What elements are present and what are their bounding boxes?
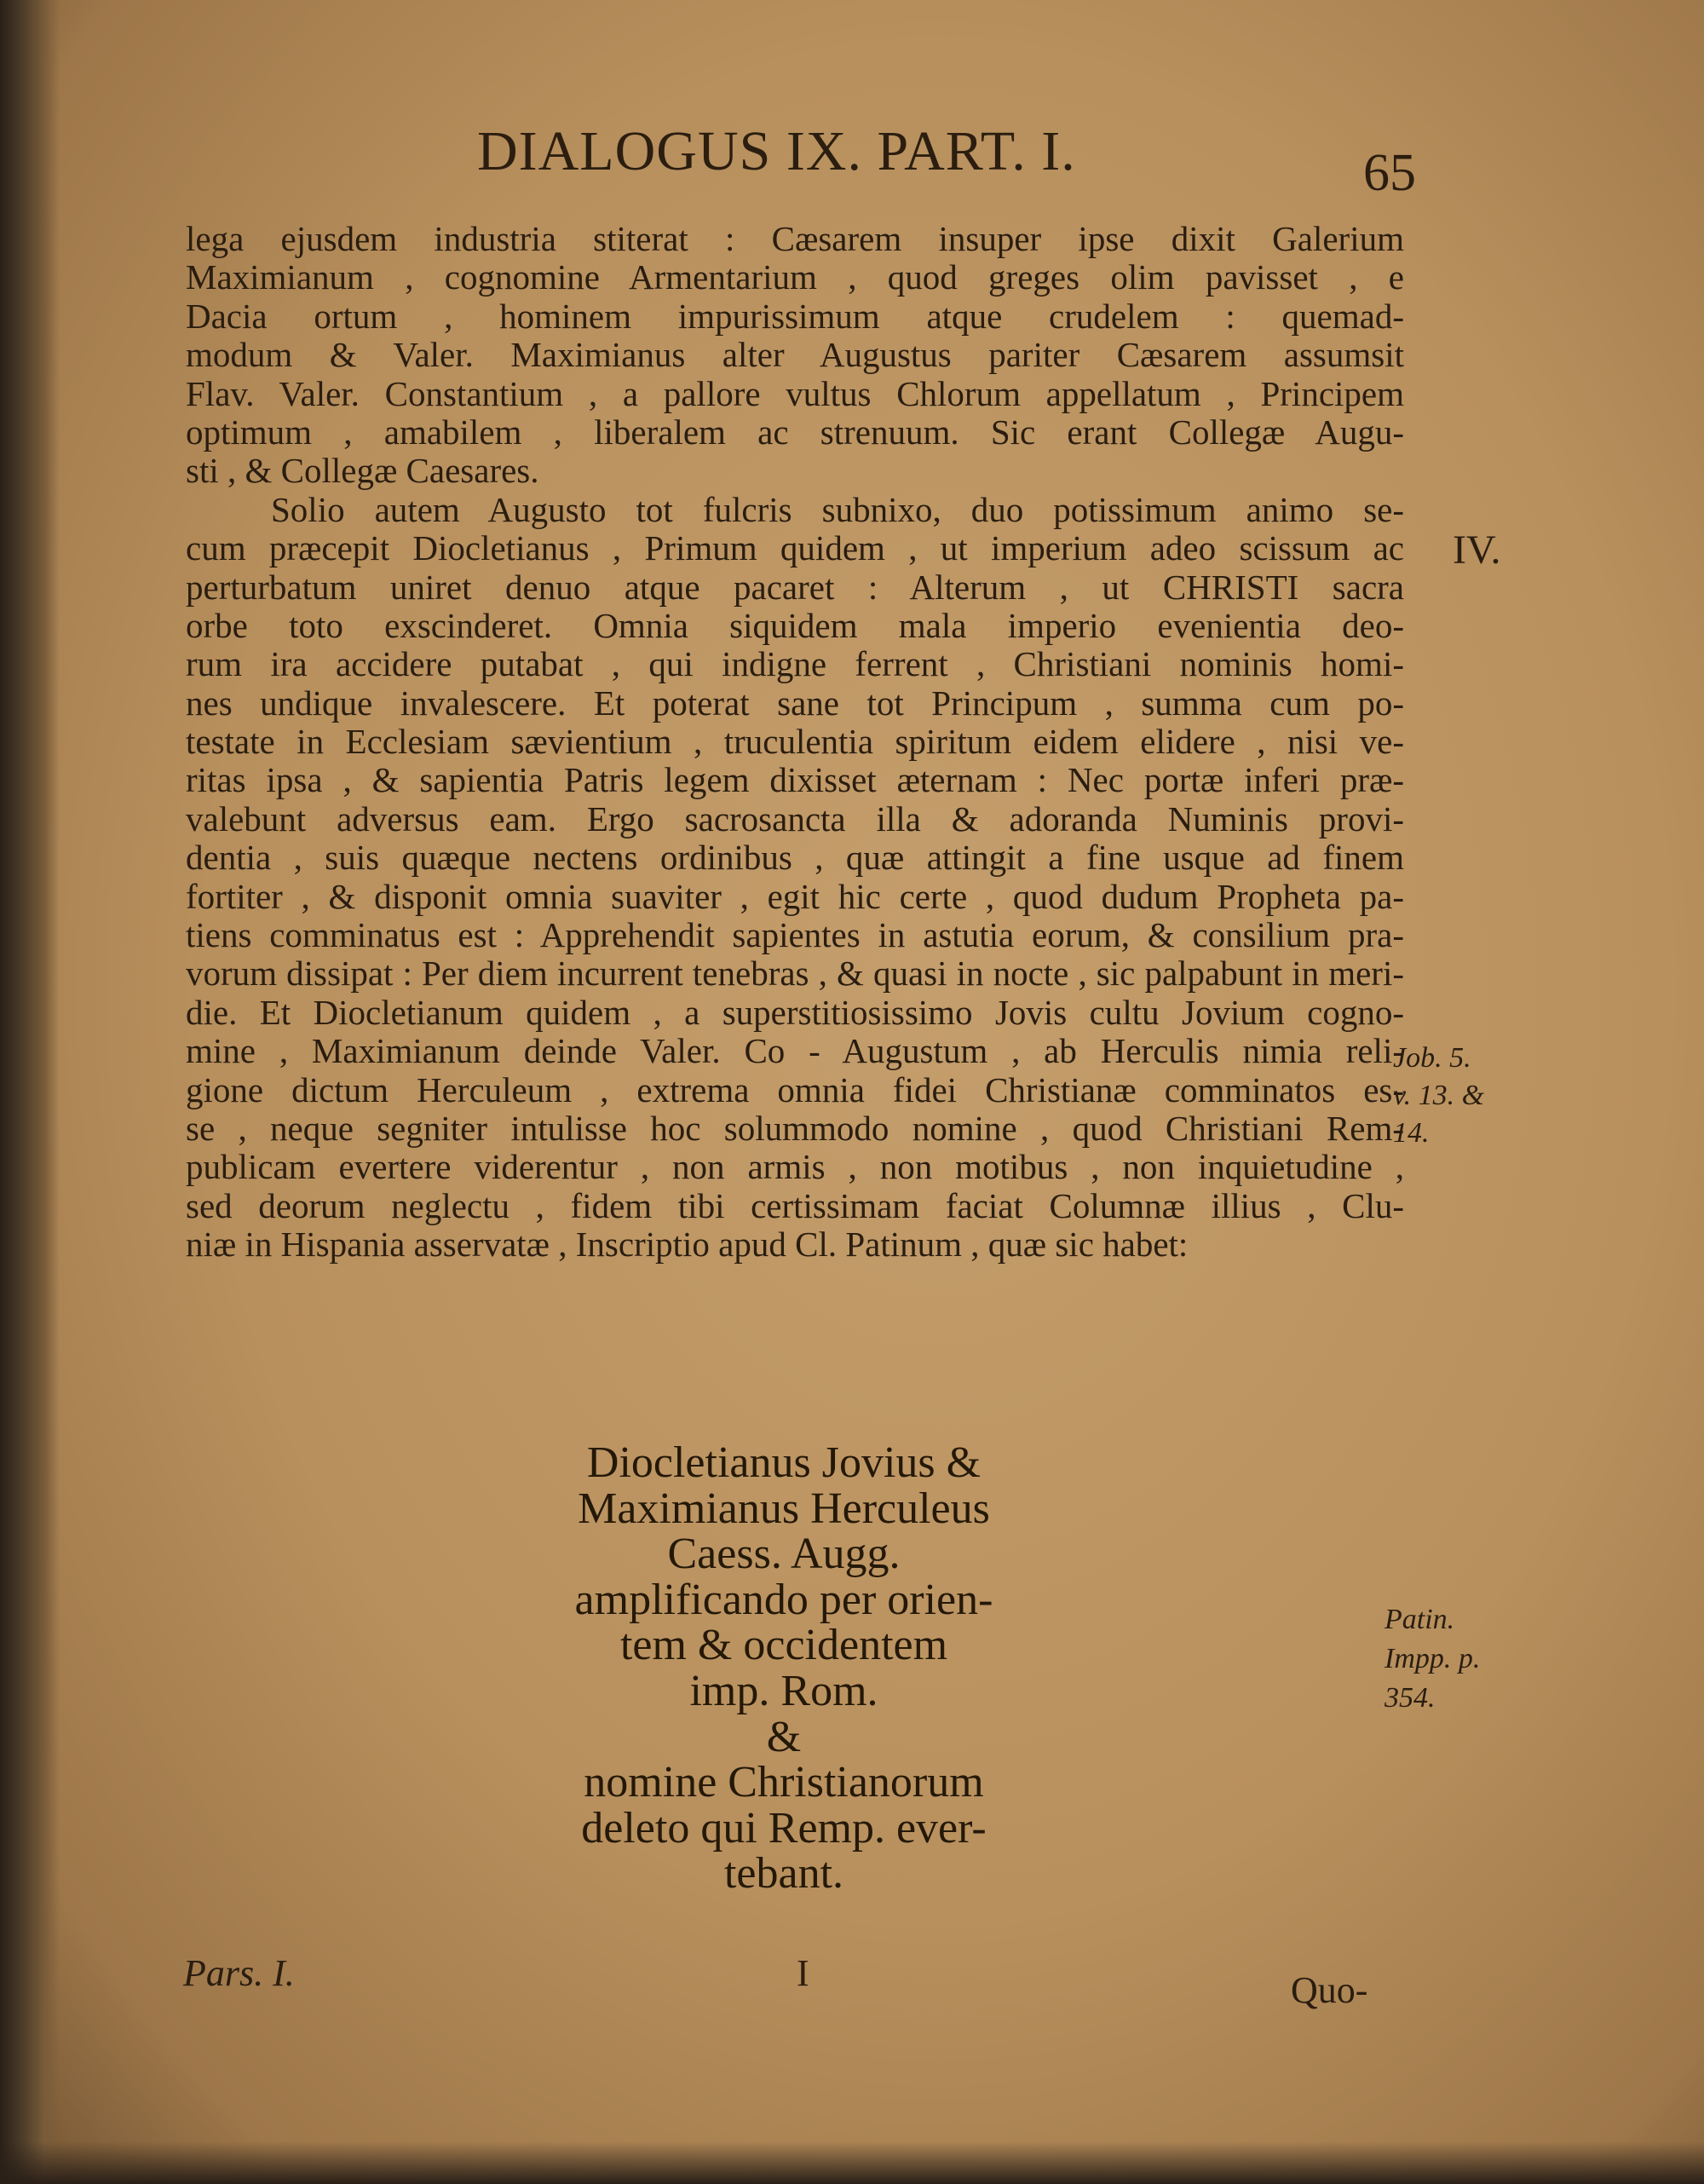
margin-line: v. 13. & bbox=[1393, 1080, 1485, 1111]
text-line: dentia , suis quæque nectens ordinibus , quæ attingit a fine usque ad finem bbox=[186, 838, 1404, 878]
text-line: publicam evertere viderentur , non armis , non motibus , non inquietudine , bbox=[186, 1147, 1404, 1187]
text-line: testate in Ecclesiam sævientium , truculentia spiritum eidem elidere , nisi ve- bbox=[186, 722, 1404, 762]
margin-line: Impp. p. bbox=[1384, 1643, 1481, 1674]
text-line: Dacia ortum , hominem impurissimum atque crudelem : quemad- bbox=[186, 296, 1404, 336]
text-line: fortiter , & disponit omnia suaviter , egit hic certe , quod dudum Propheta pa- bbox=[186, 876, 1404, 916]
margin-line: 14. bbox=[1393, 1117, 1430, 1149]
text-line: se , neque segniter intulisse hoc solummodo nomine , quod Christiani Rem- bbox=[186, 1108, 1404, 1148]
text-line: mine , Maximianum deinde Valer. Co - Augustum , ab Herculis nimia reli- bbox=[186, 1031, 1404, 1071]
page-bottom-edge bbox=[0, 2141, 1704, 2184]
body-text bbox=[186, 220, 1404, 1265]
signature-part: Pars. I. bbox=[183, 1952, 295, 1994]
text-line: tiens comminatus est : Apprehendit sapientes in astutia eorum, & consilium pra- bbox=[186, 915, 1404, 955]
text-line: perturbatum uniret denuo atque pacaret : Alterum , ut CHRISTI sacra bbox=[186, 567, 1404, 607]
text-line: orbe toto exscinderet. Omnia siquidem mala imperio evenientia deo- bbox=[186, 605, 1404, 645]
text-line: nes undique invalescere. Et poterat sane tot Principum , summa cum po- bbox=[186, 683, 1404, 723]
text-line: cum præcepit Diocletianus , Primum quidem , ut imperium adeo scissum ac bbox=[186, 528, 1404, 568]
running-title: DIALOGUS IX. PART. I. bbox=[477, 120, 1076, 182]
margin-section-number: IV. bbox=[1453, 527, 1501, 573]
inscription-line: tem & occidentem bbox=[619, 1621, 948, 1670]
text-line: sed deorum neglectu , fidem tibi certissimam faciat Columnæ illius , Clu- bbox=[186, 1185, 1404, 1225]
inscription-line: amplificando per orien- bbox=[574, 1575, 993, 1624]
inscription-line: imp. Rom. bbox=[689, 1666, 878, 1715]
text-line: lega ejusdem industria stiterat : Cæsarem insuper ipse dixit Galerium bbox=[186, 219, 1404, 258]
margin-reference-patin bbox=[1384, 1600, 1480, 1718]
margin-line: 354. bbox=[1384, 1682, 1436, 1714]
inscription-line: nomine Christianorum bbox=[584, 1758, 984, 1807]
inscription-line: Diocletianus Jovius & bbox=[586, 1438, 982, 1487]
text-line: valebunt adversus eam. Ergo sacrosancta illa & adoranda Numinis provi- bbox=[186, 798, 1404, 838]
text-line: Solio autem Augusto tot fulcris subnixo, duo potissimum animo se- bbox=[271, 489, 1404, 529]
catchword: Quo- bbox=[1291, 1969, 1368, 2011]
text-line: Maximianum , cognomine Armentarium , quod greges olim pavisset , e bbox=[186, 257, 1404, 297]
text-line: die. Et Diocletianum quidem , a superstitiosissimo Jovis cultu Jovium cogno- bbox=[186, 992, 1404, 1032]
inscription-line: deleto qui Remp. ever- bbox=[581, 1803, 987, 1853]
text-line: gione dictum Herculeum , extrema omnia fidei Christianæ comminatos es- bbox=[186, 1069, 1404, 1109]
inscription-line: Maximianus Herculeus bbox=[578, 1484, 990, 1533]
margin-line: Patin. bbox=[1384, 1604, 1455, 1635]
text-line: modum & Valer. Maximianus alter Augustus pariter Cæsarem assumsit bbox=[186, 335, 1404, 375]
page-number: 65 bbox=[1363, 144, 1416, 202]
margin-line: Job. 5. bbox=[1393, 1042, 1471, 1074]
inscription-line: Caess. Augg. bbox=[667, 1530, 901, 1579]
signature-mark: I bbox=[797, 1952, 809, 1994]
text-line: ritas ipsa , & sapientia Patris legem dixisset æternam : Nec portæ inferi præ- bbox=[186, 760, 1404, 800]
text-line: vorum dissipat : Per diem incurrent tenebras , & quasi in nocte , sic palpabunt in meri- bbox=[186, 954, 1404, 994]
inscription-line: & bbox=[766, 1712, 802, 1761]
book-gutter bbox=[0, 0, 60, 2184]
text-line: sti , & Collegæ Caesares. bbox=[186, 451, 539, 491]
text-line: niæ in Hispania asservatæ , Inscriptio apud Cl. Patinum , quæ sic habet: bbox=[186, 1225, 1189, 1265]
text-line: optimum , amabilem , liberalem ac strenuum. Sic erant Collegæ Augu- bbox=[186, 412, 1404, 452]
text-line: rum ira accidere putabat , qui indigne ferrent , Christiani nominis homi- bbox=[186, 644, 1404, 684]
inscription-block bbox=[477, 1440, 1091, 1897]
inscription-line: tebant. bbox=[723, 1849, 844, 1899]
margin-reference-job bbox=[1393, 1040, 1484, 1152]
text-line: Flav. Valer. Constantium , a pallore vultus Chlorum appellatum , Principem bbox=[186, 373, 1404, 413]
